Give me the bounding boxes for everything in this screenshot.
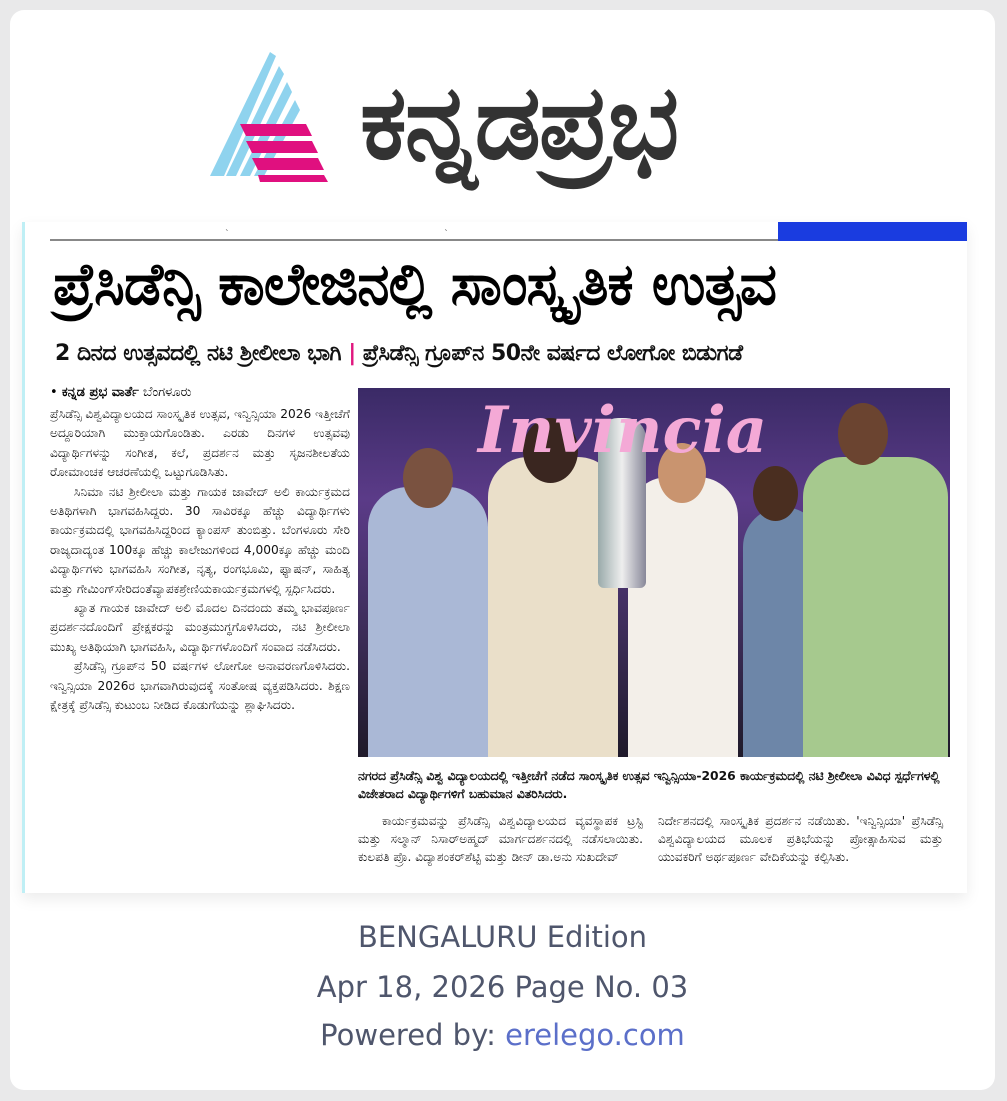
subhead-left: 2 ದಿನದ ಉತ್ಸವದಲ್ಲಿ ನಟಿ ಶ್ರೀಲೀಲಾ ಭಾಗಿ bbox=[55, 341, 342, 366]
paragraph: ಪ್ರೆಸಿಡೆನ್ಸಿ ಗ್ರೂಪ್‌ನ 50 ವರ್ಷಗಳ ಲೋಗೋ ಅನಾವರಣಗೊಳಿಸಿದರು. ಇನ್ವಿನ್ಸಿಯಾ 2026ರ ಭಾಗವಾಗಿರುವುದಕ್ಕೆ ಸಂತೋಷ ವ್ಯಕ್ತಪಡಿಸಿದರು. ಶಿಕ್ಷಣ ಕ್ಷೇತ್ರಕ್ಕೆ ಪ್ರೆಸಿಡೆನ್ಸಿ ಕುಟುಂಬ ನೀಡಿದ ಕೊಡುಗೆಯನ್ನು ಶ್ಲಾಘಿಸಿದರು. bbox=[50, 659, 350, 713]
person bbox=[803, 457, 948, 757]
paragraph: ಖ್ಯಾತ ಗಾಯಕ ಜಾವೇದ್ ಅಲಿ ಮೊದಲ ದಿನದಂದು ತಮ್ಮ ಭಾವಪೂರ್ಣ ಪ್ರದರ್ಶನದೊಂದಿಗೆ ಪ್ರೇಕ್ಷಕರನ್ನು ಮಂತ್ರಮುಗ್ಧಗೊಳಿಸಿದರು, ನಟಿ ಶ್ರೀಲೀಲಾ ಮುಖ್ಯ ಅತಿಥಿಯಾಗಿ ಭಾಗವಹಿಸಿ, ವಿದ್ಯಾರ್ಥಿಗಳೊಂದಿಗೆ ಸಂವಾದ ನಡೆಸಿದರು. bbox=[50, 601, 350, 654]
divider bbox=[50, 239, 778, 241]
clipping-card bbox=[10, 10, 995, 1090]
erelego-link[interactable]: erelego.com bbox=[505, 1018, 685, 1052]
social-banner bbox=[778, 222, 967, 241]
person-head bbox=[838, 403, 888, 465]
powered-by-label: Powered by: bbox=[320, 1018, 496, 1052]
logo-triangle-icon bbox=[210, 52, 360, 182]
logo-wordmark: ಕನ್ನಡಪ್ರಭ bbox=[360, 61, 678, 183]
article-body-left bbox=[50, 405, 350, 716]
subhead-separator: | bbox=[348, 341, 356, 366]
subheadline bbox=[55, 340, 965, 369]
paragraph: ಸಿನಿಮಾ ನಟಿ ಶ್ರೀಲೀಲಾ ಮತ್ತು ಗಾಯಕ ಜಾವೇದ್ ಅಲಿ ಕಾರ್ಯಕ್ರಮದ ಅತಿಥಿಗಳಾಗಿ ಭಾಗವಹಿಸಿದ್ದರು. 30 ಸಾವಿರಕ್ಕೂ ಹೆಚ್ಚು ವಿದ್ಯಾರ್ಥಿಗಳು ಕಾರ್ಯಕ್ರಮದಲ್ಲಿ ಭಾಗವಹಿಸಿದ್ದರಿಂದ ಕ್ಯಾಂಪಸ್ ತುಂಬಿತ್ತು. ಬೆಂಗಳೂರು ಸೇರಿ ರಾಜ್ಯದಾದ್ಯಂತ 100ಕ್ಕೂ ಹೆಚ್ಚು ಕಾಲೇಜುಗಳಿಂದ 4,000ಕ್ಕೂ ಹೆಚ್ಚು ಮಂದಿ ವಿದ್ಯಾರ್ಥಿಗಳು ಭಾಗವಹಿಸಿ ಸಂಗೀತ, ನೃತ್ಯ, ರಂಗಭೂಮಿ, ಫ್ಯಾಷನ್, ಸಾಹಿತ್ಯ ಮತ್ತು ಗೇಮಿಂಗ್‌ಸೇರಿದಂತೆವ್ಯಾಪಕಶ್ರೇಣಿಯಕಾರ್ಯಕ್ರಮಗಳಲ್ಲಿ ಸ್ಪರ್ಧಿಸಿದರು. bbox=[50, 484, 350, 596]
photo-stage-sign: Invincia bbox=[478, 393, 768, 468]
person-head bbox=[753, 466, 798, 521]
article-body-col3: ನಿರ್ದೇಶನದಲ್ಲಿ ಸಾಂಸ್ಕೃತಿಕ ಪ್ರದರ್ಶನ ನಡೆಯಿತು. 'ಇನ್ವಿನ್ಸಿಯಾ' ಪ್ರೆಸಿಡೆನ್ಸಿ ವಿಶ್ವವಿದ್ಯಾಲಯದ ಮೂಲಕ ಪ್ರತಿಭೆಯನ್ನು ಪ್ರೋತ್ಸಾಹಿಸುವ ಮತ್ತು ಯುವಕರಿಗೆ ಅರ್ಥಪೂರ್ಣ ವೇದಿಕೆಯನ್ನು ಕಲ್ಪಿಸಿತು. bbox=[658, 814, 943, 864]
person bbox=[368, 487, 488, 757]
event-photo bbox=[358, 388, 950, 757]
photo-caption: ನಗರದ ಪ್ರೆಸಿಡೆನ್ಸಿ ವಿಶ್ವ ವಿದ್ಯಾಲಯದಲ್ಲಿ ಇತ್ತೀಚೆಗೆ ನಡೆದ ಸಾಂಸ್ಕೃತಿಕ ಉತ್ಸವ ಇನ್ವಿನ್ಸಿಯಾ-2026 ಕಾರ್ಯಕ್ರಮದಲ್ಲಿ ನಟಿ ಶ್ರೀಲೀಲಾ ವಿವಿಧ ಸ್ಪರ್ಧೆಗಳಲ್ಲಿ ವಿಜೇತರಾದ ವಿದ್ಯಾರ್ಥಿಗಳಿಗೆ ಬಹುಮಾನ ವಿತರಿಸಿದರು. bbox=[358, 769, 940, 801]
headline: ಪ್ರೆಸಿಡೆನ್ಸಿ ಕಾಲೇಜಿನಲ್ಲಿ ಸಾಂಸ್ಕೃತಿಕ ಉತ್ಸವ bbox=[53, 250, 777, 318]
cropped-header-marks: ˎ ˎ bbox=[225, 222, 449, 232]
powered-by bbox=[10, 1018, 995, 1052]
person-head bbox=[403, 448, 453, 508]
article-body-col2: ಕಾರ್ಯಕ್ರಮವನ್ನು ಪ್ರೆಸಿಡೆನ್ಸಿ ವಿಶ್ವವಿದ್ಯಾಲಯದ ವ್ಯವಸ್ಥಾಪಕ ಟ್ರಸ್ಟಿ ಮತ್ತು ಸಲ್ಮಾನ್ ನಿಸಾರ್‌ಅಹ್ಮದ್ ಮಾರ್ಗದರ್ಶನದಲ್ಲಿ ನಡೆಸಲಾಯಿತು. ಕುಲಪತಿ ಪ್ರೊ. ವಿದ್ಯಾಶಂಕರ್‌ಶೆಟ್ಟಿ ಮತ್ತು ಡೀನ್ ಡಾ.ಅನು ಸುಖದೇವ್ bbox=[358, 814, 643, 864]
date-page-label: Apr 18, 2026 Page No. 03 bbox=[316, 970, 689, 1004]
dateline: • ಕನ್ನಡ ಪ್ರಭ ವಾರ್ತೆ ಬೆಂಗಳೂರು bbox=[50, 385, 192, 400]
kannada-prabha-logo bbox=[210, 52, 810, 212]
edition-label: BENGALURU Edition bbox=[357, 920, 648, 954]
newspaper-clipping bbox=[22, 222, 967, 893]
subhead-right: ಪ್ರೆಸಿಡೆನ್ಸಿ ಗ್ರೂಪ್‌ನ 50ನೇ ವರ್ಷದ ಲೋಗೋ ಬಿಡುಗಡೆ bbox=[362, 341, 743, 366]
byline: ಕನ್ನಡ ಪ್ರಭ ವಾರ್ತೆ bbox=[61, 385, 139, 400]
paragraph: ಪ್ರೆಸಿಡೆನ್ಸಿ ವಿಶ್ವವಿದ್ಯಾಲಯದ ಸಾಂಸ್ಕೃತಿಕ ಉತ್ಸವ, ಇನ್ವಿನ್ಸಿಯಾ 2026 ಇತ್ತೀಚೆಗೆ ಅದ್ದೂರಿಯಾಗಿ ಮುಕ್ತಾಯಗೊಂಡಿತು. ಎರಡು ದಿನಗಳ ಉತ್ಸವವು ವಿದ್ಯಾರ್ಥಿಗಳನ್ನು ಸಂಗೀತ, ಕಲೆ, ಪ್ರದರ್ಶನ ಮತ್ತು ಸೃಜನಶೀಲತೆಯ ರೋಮಾಂಚಕ ಆಚರಣೆಯಲ್ಲಿ ಒಟ್ಟುಗೂಡಿಸಿತು. bbox=[50, 407, 350, 480]
place: ಬೆಂಗಳೂರು bbox=[142, 385, 192, 400]
